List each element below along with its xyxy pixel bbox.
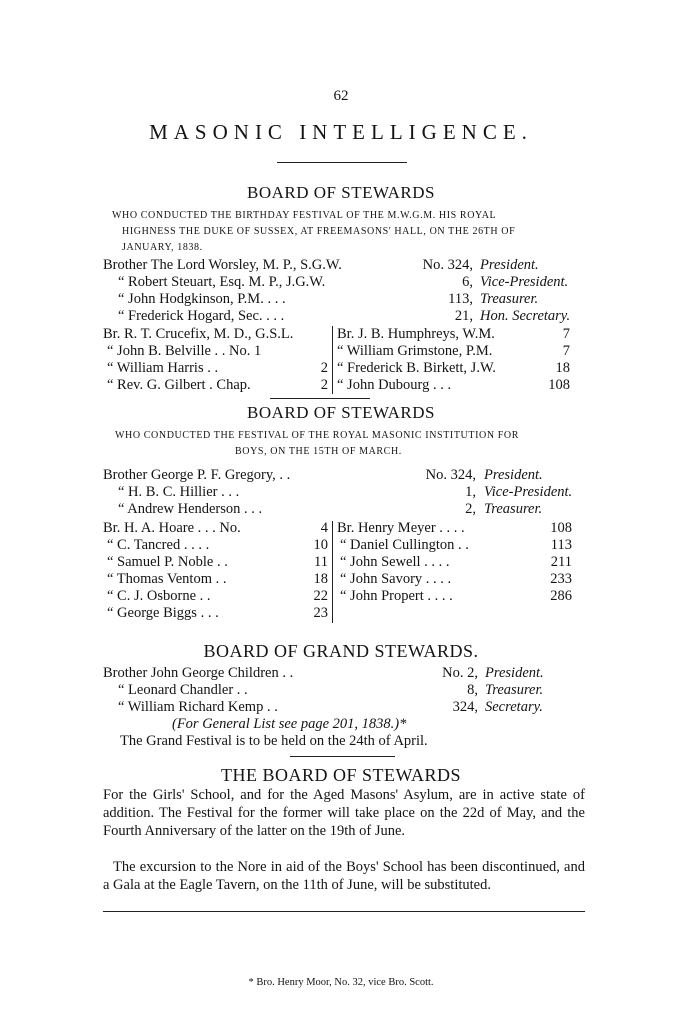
board2-officer-lodge: 2, (465, 501, 476, 517)
board2-officer-name: “ Andrew Henderson . . . (118, 501, 263, 517)
board1-officer-name: Brother The Lord Worsley, M. P., S.G.W. (103, 257, 342, 273)
board2-left-lodge: 18 (313, 571, 328, 587)
board1-intro-line2: HIGHNESS THE DUKE OF SUSSEX, AT FREEMASONS' HALL, ON THE 26TH OF (122, 226, 516, 237)
footnote: * Bro. Henry Moor, No. 32, vice Bro. Scott. (248, 977, 434, 988)
board2-right-name: “ Daniel Cullington . . (340, 537, 469, 553)
board1-officer-name: “ Frederick Hogard, Sec. . . . (118, 308, 285, 324)
board1-officer-name: “ John Hodgkinson, P.M. . . . (118, 291, 286, 307)
board1-left-name: “ William Harris . . (107, 360, 219, 376)
board1-right-name: “ John Dubourg . . . (337, 377, 452, 393)
board2-officer-office: President. (484, 467, 543, 483)
board2-officer-office: Treasurer. (484, 501, 543, 517)
board2-left-name: “ C. Tancred . . . . (107, 537, 210, 553)
section-rule (270, 398, 370, 399)
board3-heading: BOARD OF GRAND STEWARDS. (203, 641, 479, 661)
board2-left-lodge: 11 (314, 554, 328, 570)
board2-intro-line1: WHO CONDUCTED THE FESTIVAL OF THE ROYAL MASONIC INSTITUTION FOR (115, 430, 520, 441)
board1-heading: BOARD OF STEWARDS (247, 183, 435, 202)
board1-officer-lodge: No. 324, (422, 257, 473, 273)
page-number: 62 (333, 88, 349, 104)
board2-officer-name: Brother George P. F. Gregory, . . (103, 467, 291, 483)
board3-note: (For General List see page 201, 1838.)* (172, 716, 407, 732)
board1-left-lodge: 2 (320, 360, 328, 376)
board1-left-name: “ Rev. G. Gilbert . Chap. (107, 377, 251, 393)
board3-festival: The Grand Festival is to be held on the 24th of April. (120, 733, 428, 749)
board1-right-name: “ William Grimstone, P.M. (337, 343, 493, 359)
board1-right-name: Br. J. B. Humphreys, W.M. (337, 326, 495, 342)
board2-right-lodge: 233 (550, 571, 572, 587)
board4-paragraph-2: The excursion to the Nore in aid of the Boys' School has been discontinued, and a Gala at the Eagle Tavern, on the 11th of June, will be substituted. (103, 859, 585, 893)
board2-left-name: “ Thomas Ventom . . (107, 571, 227, 587)
section-rule (290, 756, 395, 757)
board2-officer-office: Vice-President. (484, 484, 573, 500)
board1-officer-office: Hon. Secretary. (480, 308, 571, 324)
board1-officer-name: “ Robert Steuart, Esq. M. P., J.G.W. (118, 274, 326, 290)
board2-right-lodge: 108 (550, 520, 572, 536)
board2-officer-lodge: No. 324, (425, 467, 476, 483)
board2-left-name: Br. H. A. Hoare . . . No. (103, 520, 241, 536)
board1-officer-office: Vice-President. (480, 274, 569, 290)
board4-paragraph-1: For the Girls' School, and for the Aged Masons' Asylum, are in active state of addition. The Festival for the former will take place on the 22d of May, and the Fourth Anniversary of the latter on the 19th of June. (103, 787, 585, 839)
board2-right-lodge: 113 (550, 537, 572, 553)
board3-officer-office: Secretary. (485, 699, 543, 715)
board1-right-lodge: 7 (562, 343, 570, 359)
board2-right-name: Br. Henry Meyer . . . . (337, 520, 465, 536)
board2-left-lodge: 10 (313, 537, 328, 553)
board2-right-lodge: 286 (550, 588, 572, 604)
board2-left-lodge: 23 (313, 605, 328, 621)
running-title: MASONIC INTELLIGENCE. (149, 120, 533, 144)
board1-left-name: “ John B. Belville . . No. 1 (107, 343, 262, 359)
board2-right-name: “ John Propert . . . . (340, 588, 453, 604)
board2-left-name: “ C. J. Osborne . . (107, 588, 211, 604)
board3-officer-name: “ Leonard Chandler . . (118, 682, 248, 698)
board1-left-lodge: 2 (320, 377, 328, 393)
board1-column-divider (332, 326, 333, 394)
board3-officer-lodge: No. 2, (442, 665, 478, 681)
board4-heading: THE BOARD OF STEWARDS (220, 765, 462, 785)
board1-officer-office: Treasurer. (480, 291, 539, 307)
board1-officer-lodge: 6, (462, 274, 473, 290)
board1-intro-line3: JANUARY, 1838. (122, 242, 203, 253)
board2-column-divider (332, 521, 333, 623)
board2-right-name: “ John Savory . . . . (340, 571, 452, 587)
board1-intro-line1: WHO CONDUCTED THE BIRTHDAY FESTIVAL OF THE M.W.G.M. HIS ROYAL (112, 210, 497, 221)
board3-officer-office: President. (485, 665, 544, 681)
board3-officer-office: Treasurer. (485, 682, 544, 698)
board3-officer-lodge: 8, (467, 682, 478, 698)
board3-officer-name: “ William Richard Kemp . . (118, 699, 278, 715)
board2-left-lodge: 22 (313, 588, 328, 604)
board1-right-lodge: 108 (548, 377, 570, 393)
board2-right-lodge: 211 (550, 554, 572, 570)
board2-heading: BOARD OF STEWARDS (247, 403, 435, 422)
board1-officer-office: President. (480, 257, 539, 273)
board3-officer-name: Brother John George Children . . (103, 665, 294, 681)
board1-officer-lodge: 21, (454, 308, 473, 324)
board2-officer-name: “ H. B. C. Hillier . . . (118, 484, 240, 500)
board2-right-name: “ John Sewell . . . . (340, 554, 450, 570)
board1-right-lodge: 7 (562, 326, 570, 342)
board2-officer-lodge: 1, (465, 484, 476, 500)
board1-right-name: “ Frederick B. Birkett, J.W. (337, 360, 496, 376)
title-rule (277, 162, 407, 163)
board2-intro-line2: BOYS, ON THE 15TH OF MARCH. (235, 446, 402, 457)
board2-left-name: “ George Biggs . . . (107, 605, 219, 621)
board3-officer-lodge: 324, (452, 699, 478, 715)
board1-left-name: Br. R. T. Crucefix, M. D., G.S.L. (103, 326, 294, 342)
footnote-rule (103, 911, 585, 912)
board2-left-name: “ Samuel P. Noble . . (107, 554, 228, 570)
board2-left-lodge: 4 (320, 520, 328, 536)
board1-right-lodge: 18 (555, 360, 570, 376)
board1-officer-lodge: 113, (448, 291, 473, 307)
